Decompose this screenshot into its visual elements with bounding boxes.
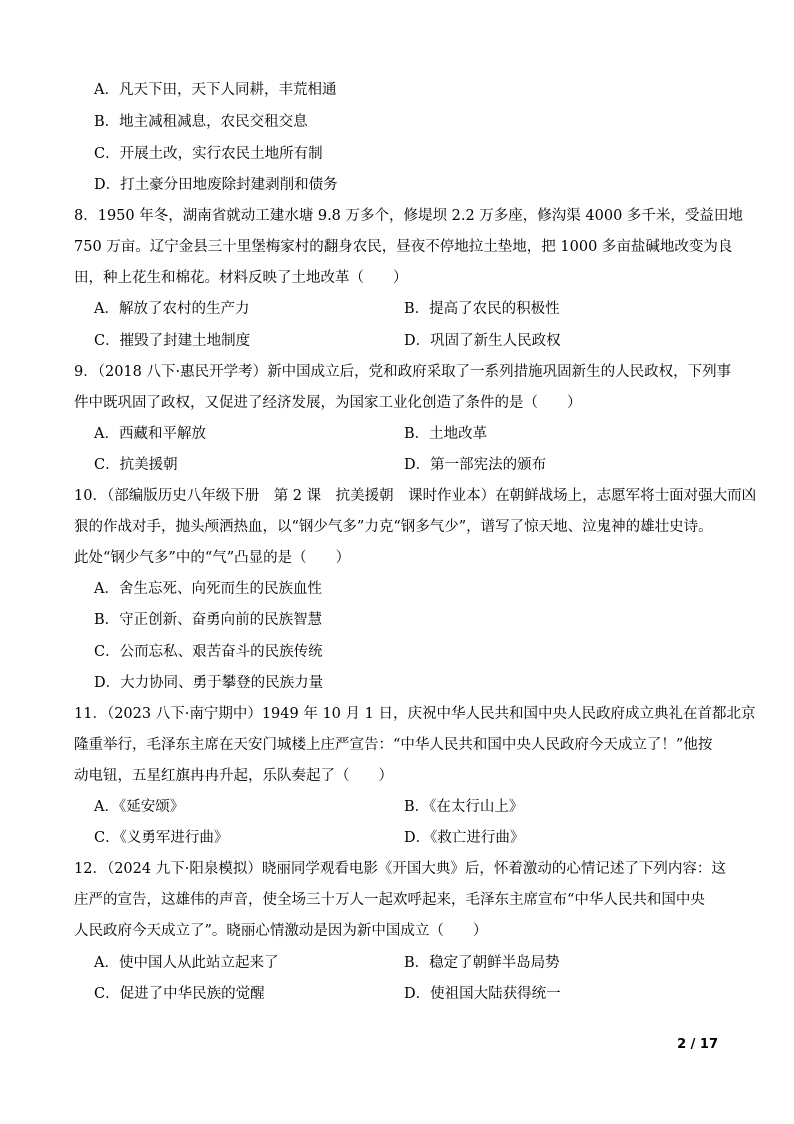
- question-10-text: 10．（部编版历史八年级下册 第 2 课 抗美援朝 课时作业本）在朝鲜战场上，志愿军将士面对强大而凶: [74, 488, 757, 504]
- question-10-option-d: D．大力协同、勇于攀登的民族力量: [94, 675, 324, 691]
- question-10-option-c: C．公而忘私、艰苦奋斗的民族传统: [94, 644, 323, 660]
- option-c: C．开展土改，实行农民土地所有制: [94, 146, 323, 162]
- question-8-text: 田，种上花生和棉花。材料反映了土地改革（ ）: [74, 270, 408, 286]
- question-11-option-b: B．《在太行山上》: [404, 799, 524, 815]
- question-9-option-c: C．抗美援朝: [94, 457, 178, 473]
- question-12-text: 庄严的宣告，这雄伟的声音，使全场三十万人一起欢呼起来，毛泽东主席宣布“中华人民共和国中央: [74, 892, 705, 908]
- question-9-option-a: A．西藏和平解放: [94, 426, 206, 442]
- question-12-text: 12．（2024 九下·阳泉模拟）晓丽同学观看电影《开国大典》后，怀着激动的心情记述了下列内容：这: [74, 861, 726, 877]
- question-8-option-d: D．巩固了新生人民政权: [404, 333, 561, 349]
- question-9-option-d: D．第一部宪法的颁布: [404, 457, 547, 473]
- question-10-text: 狠的作战对手，抛头颅洒热血，以“钢少气多”力克“钢多气少”，谱写了惊天地、泣鬼神的雄壮史诗。: [74, 519, 713, 535]
- question-9-text: 9．（2018 八下·惠民开学考）新中国成立后，党和政府采取了一系列措施巩固新生的人民政权，下列事: [74, 364, 732, 380]
- option-d: D．打土豪分田地废除封建剥削和债务: [94, 177, 338, 193]
- question-8-option-c: C．摧毁了封建土地制度: [94, 333, 251, 349]
- question-8-text: 750 万亩。辽宁金县三十里堡梅家村的翻身农民，昼夜不停地拉土垫地，把 1000 多亩盐碱地改变为良: [74, 239, 733, 255]
- question-12-option-b: B．稳定了朝鲜半岛局势: [404, 955, 560, 971]
- question-10-text: 此处“钢少气多”中的“气”凸显的是（ ）: [74, 550, 351, 566]
- question-8-text: 8．1950 年冬，湖南省就动工建水塘 9.8 万多个，修堤坝 2.2 万多座，修沟渠 4000 多千米，受益田地: [74, 208, 743, 224]
- question-12-option-d: D．使祖国大陆获得统一: [404, 986, 561, 1002]
- question-12-text: 人民政府今天成立了”。晓丽心情激动是因为新中国成立（ ）: [74, 923, 488, 939]
- question-9-option-b: B．土地改革: [404, 426, 488, 442]
- question-11-text: 隆重举行，毛泽东主席在天安门城楼上庄严宣告：“中华人民共和国中央人民政府今天成立了！”他按: [74, 737, 713, 753]
- question-10-option-b: B．守正创新、奋勇向前的民族智慧: [94, 612, 323, 628]
- option-b: B．地主减租减息，农民交租交息: [94, 114, 308, 130]
- question-11-text: 11．（2023 八下·南宁期中）1949 年 10 月 1 日，庆祝中华人民共和国中央人民政府成立典礼在首都北京: [74, 706, 756, 722]
- option-a: A．凡天下田，天下人同耕，丰荒相通: [94, 82, 337, 98]
- question-11-option-d: D．《救亡进行曲》: [404, 830, 525, 846]
- question-8-option-a: A．解放了农村的生产力: [94, 301, 250, 317]
- question-10-option-a: A．舍生忘死、向死而生的民族血性: [94, 581, 322, 597]
- page-number: 2 / 17: [677, 1037, 718, 1052]
- question-12-option-a: A．使中国人从此站立起来了: [94, 955, 279, 971]
- question-9-text: 件中既巩固了政权，又促进了经济发展，为国家工业化创造了条件的是（ ）: [74, 395, 582, 411]
- question-11-text: 动电钮，五星红旗冉冉升起，乐队奏起了（ ）: [74, 768, 393, 784]
- question-11-option-c: C．《义勇军进行曲》: [94, 830, 229, 846]
- question-8-option-b: B．提高了农民的积极性: [404, 301, 560, 317]
- question-11-option-a: A．《延安颂》: [94, 799, 185, 815]
- question-12-option-c: C．促进了中华民族的觉醒: [94, 986, 265, 1002]
